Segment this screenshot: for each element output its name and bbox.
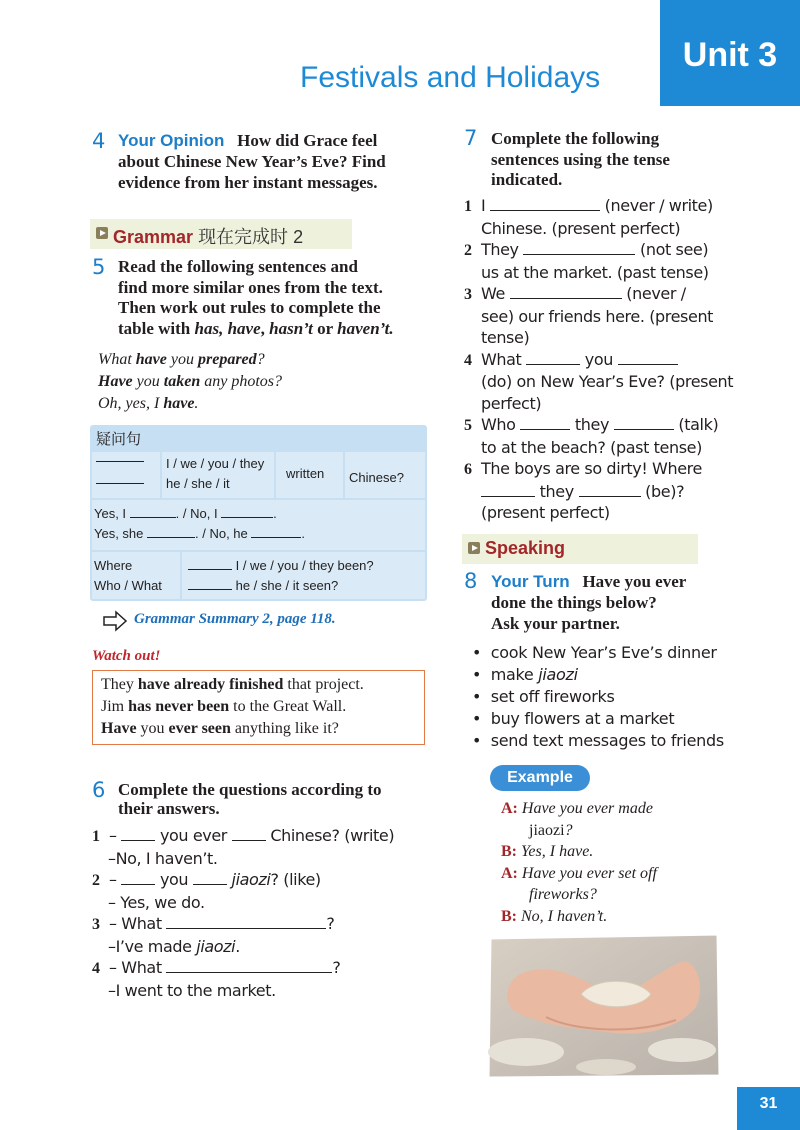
q4: 4 – What ? (92, 958, 341, 977)
list-item: • make jiaozi (472, 665, 578, 684)
ex4-line1: How did Grace feel (237, 131, 378, 150)
play-icon (96, 227, 108, 239)
grammar-topic: 现在完成时 2 (198, 227, 304, 247)
dumpling-photo (486, 932, 722, 1080)
grammar-table (90, 425, 427, 601)
ex4-line3: evidence from her instant messages. (118, 173, 378, 192)
table-cell-answers: Yes, I . / No, I . Yes, she . / No, he . (92, 500, 425, 550)
speaking-label: Speaking (485, 538, 566, 558)
exercise-6-questions (92, 825, 442, 1001)
table-cell-written: written (276, 452, 343, 498)
list-item: • cook New Year’s Eve’s dinner (472, 643, 717, 662)
ex5-line1: Read the following sentences and (118, 257, 358, 276)
example-sentences (98, 349, 282, 415)
exercise-7-instruction: Complete the following sentences using the tense indicated. (491, 129, 670, 189)
table-cell-pronouns: I / we / you / they he / she / it (162, 452, 274, 498)
watch-out-line-1: They have already finished that project. (101, 676, 364, 693)
exercise-4-number: 4 (92, 129, 106, 153)
example-sentence-1: What have you prepared? (98, 351, 265, 368)
your-turn-label: Your Turn (491, 572, 570, 591)
q2-answer: – Yes, we do. (108, 892, 205, 912)
exercise-6-instruction: Complete the questions according to their answers. (118, 780, 382, 818)
exercise-6-number: 6 (92, 778, 106, 802)
ex5-line2: find more similar ones from the text. (118, 277, 383, 297)
exercise-8-instruction: Your Turn Have you ever done the things below? Ask your partner. (491, 572, 687, 633)
list-item: • buy flowers at a market (472, 709, 675, 728)
speaking-banner (462, 534, 698, 564)
example-dialogue: A: Have you ever made jiaozi? B: Yes, I have. A: Have you ever set off fireworks? B: No, I haven’t. (501, 800, 657, 925)
q1-answer: –No, I haven’t. (108, 848, 218, 868)
watch-out-line-3: Have you ever seen anything like it? (101, 720, 339, 737)
example-sentence-3: Oh, yes, I have. (98, 395, 199, 412)
example-sentence-2: Have you taken any photos? (98, 373, 282, 390)
arrow-right-icon (102, 610, 128, 632)
unit-tab (660, 0, 800, 106)
watch-out-title: Watch out! (92, 648, 161, 664)
ex4-line2: about Chinese New Year’s Eve? Find (118, 152, 386, 171)
exercise-8-number: 8 (464, 569, 478, 593)
ex5-line3: Then work out rules to complete the (118, 298, 381, 317)
table-cell-wh-words: Where Who / What (92, 552, 180, 599)
watch-out-line-2: Jim has never been to the Great Wall. (101, 698, 347, 715)
q1: 1 – you ever Chinese? (write) (92, 826, 395, 845)
table-cell-blanks (92, 452, 160, 498)
grammar-label: Grammar (113, 227, 194, 247)
hands-folding-dumpling-photo-icon (486, 932, 722, 1080)
ex5-line4: table with has, have, hasn’t or haven’t. (118, 318, 394, 338)
watch-out-box (92, 670, 425, 745)
activity-list (472, 642, 772, 752)
page-number: 31 (737, 1087, 800, 1130)
your-opinion-label: Your Opinion (118, 131, 225, 150)
list-item: • send text messages to friends (472, 731, 724, 750)
table-header: 疑问句 (96, 431, 142, 448)
grammar-banner (90, 219, 352, 249)
example-badge: Example (490, 765, 590, 791)
table-cell-wh-questions: I / we / you / they been? he / she / it seen? (182, 552, 425, 599)
exercise-7-sentences: 1 I (never / write) Chinese. (present perfect) 2 They (not see) us at the market. (past tense) 3 We (never / see) our friends here. (present tense) 4 What you (do) on New Year’s Eve? (present perfect) 5 Who they (talk) to at the beach? (past tense) 6 The boys are so dirty! Where they (be)? (present perfect) (464, 196, 734, 522)
exercise-4-instruction (118, 130, 438, 193)
unit-label: Unit 3 (682, 36, 778, 74)
exercise-5-instruction (118, 257, 448, 339)
page-title: Festivals and Holidays (300, 61, 601, 94)
q3: 3 – What ? (92, 914, 335, 933)
list-item: • set off fireworks (472, 687, 615, 706)
q3-answer: –I’ve made jiaozi. (108, 936, 240, 956)
exercise-5-number: 5 (92, 255, 106, 279)
play-icon (468, 542, 480, 554)
table-cell-chinese: Chinese? (345, 452, 425, 498)
q2: 2 – you jiaozi? (like) (92, 870, 321, 889)
q4-answer: –I went to the market. (108, 980, 276, 1000)
exercise-7-number: 7 (464, 126, 478, 150)
